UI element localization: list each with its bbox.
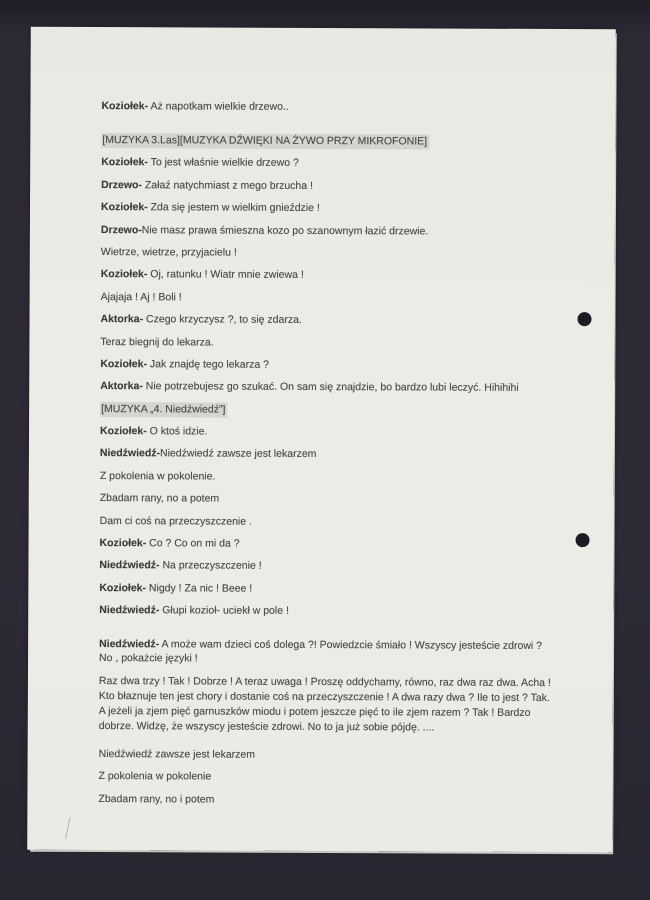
speaker-name: Koziołek- <box>100 357 148 371</box>
script-line: Aktorka- Czego krzyczysz ?, to się zdarza. <box>100 313 302 327</box>
script-line: Niedźwiedź- A może wam dzieci coś dolega ?! Powiedzcie śmiało ! Wszyscy jesteście zdrowi ?No , pokażcie języki ! <box>99 638 543 665</box>
speaker-name: Drzewo- <box>100 223 142 236</box>
script-line: Koziołek- Zda się jestem w wielkim gnieździe ! <box>100 201 320 215</box>
script-line: Niedźwiedź- Głupi kozioł- uciekł w pole ! <box>99 604 289 618</box>
script-line: Zbadam rany, no i potem <box>98 792 215 806</box>
script-line: Niedźwiedź zawsze jest lekarzem <box>98 747 256 761</box>
speaker-name: Koziołek- <box>99 581 147 595</box>
speaker-name: Niedźwiedź- <box>99 559 160 572</box>
script-line: Koziołek- Nigdy ! Za nic ! Beee ! <box>99 581 253 595</box>
script-line: Koziołek- O ktoś idzie. <box>100 425 208 438</box>
speaker-name: Aktorka- <box>100 380 143 393</box>
document-page <box>27 27 616 853</box>
script-line: Koziołek- Jak znajdę tego lekarza ? <box>100 357 270 371</box>
speaker-name: Koziołek- <box>101 156 148 169</box>
hole-punch-mark-bottom <box>576 533 590 547</box>
script-line: Koziołek- Co ? Co on mi da ? <box>99 537 240 550</box>
script-line: Drzewo- Załaź natychmiast z mego brzucha ! <box>101 178 313 192</box>
speaker-name: Koziołek- <box>100 268 148 281</box>
script-line: Wietrze, wietrze, przyjacielu ! <box>100 245 237 259</box>
script-line: Raz dwa trzy ! Tak ! Dobrze ! A teraz uwaga ! Proszę oddychamy, równo, raz dwa raz dwa. Acha ! Kto błaznuje ten jest chory i dostanie coś na przeczyszczenie ! A dwa razy dwa ? Ile to jest ? Tak. A jeżeli ja zjem pięć garnuszków miodu i potem jeszcze pięć to ile zjem razem ? Tak ! Bardzo dobrze. Widzę, że wszyscy jesteście zdrowi. No to ja już sobie pójdę. .... <box>98 674 551 734</box>
script-line: Koziołek- Aż napotkam wielkie drzewo.. <box>101 100 289 113</box>
speaker-name: Niedźwiedź- <box>99 638 160 651</box>
speaker-name: Koziołek- <box>100 201 148 214</box>
script-line: Niedźwiedź-Niedźwiedź zawsze jest lekarzem <box>99 447 317 461</box>
speaker-name: Koziołek- <box>100 425 147 438</box>
script-line: Ajajaja ! Aj ! Boli ! <box>100 290 182 304</box>
script-line: Koziołek- To jest właśnie wielkie drzewo ? <box>101 156 299 170</box>
speaker-name: Koziołek- <box>99 537 147 550</box>
speaker-name: Koziołek- <box>101 100 149 113</box>
speaker-name: Niedźwiedź- <box>99 447 161 460</box>
script-line: Drzewo-Nie masz prawa śmieszna kozo po szanownym łazić drzewie. <box>100 223 429 238</box>
highlighted-cue-text: [MUZYKA „4. Niedźwiedź”] <box>100 402 227 418</box>
script-text <box>27 27 616 853</box>
script-line: Niedźwiedź- Na przeczyszczenie ! <box>99 559 262 573</box>
hole-punch-mark-top <box>577 312 591 326</box>
speaker-name: Aktorka- <box>100 313 144 326</box>
script-line: Z pokolenia w pokolenie <box>98 770 212 783</box>
script-line: Koziołek- Oj, ratunku ! Wiatr mnie zwiewa ! <box>100 268 304 282</box>
speaker-name: Niedźwiedź- <box>99 604 160 617</box>
script-line: Teraz biegnij do lekarza. <box>100 335 214 349</box>
highlighted-cue-text: [MUZYKA 3.Las][MUZYKA DŹWIĘKI NA ŻYWO PRZY MIKROFONIE] <box>101 133 429 149</box>
script-line: Zbadam rany, no a potem <box>99 492 220 505</box>
script-line: Dam ci coś na przeczyszczenie . <box>99 514 252 528</box>
script-line: Aktorka- Nie potrzebujesz go szukać. On sam się znajdzie, bo bardzo lubi leczyć. Hihihihi <box>100 380 519 395</box>
script-line: Z pokolenia w pokolenie. <box>99 469 216 483</box>
music-cue <box>100 402 555 418</box>
music-cue <box>101 133 556 149</box>
speaker-name: Drzewo- <box>101 178 142 191</box>
